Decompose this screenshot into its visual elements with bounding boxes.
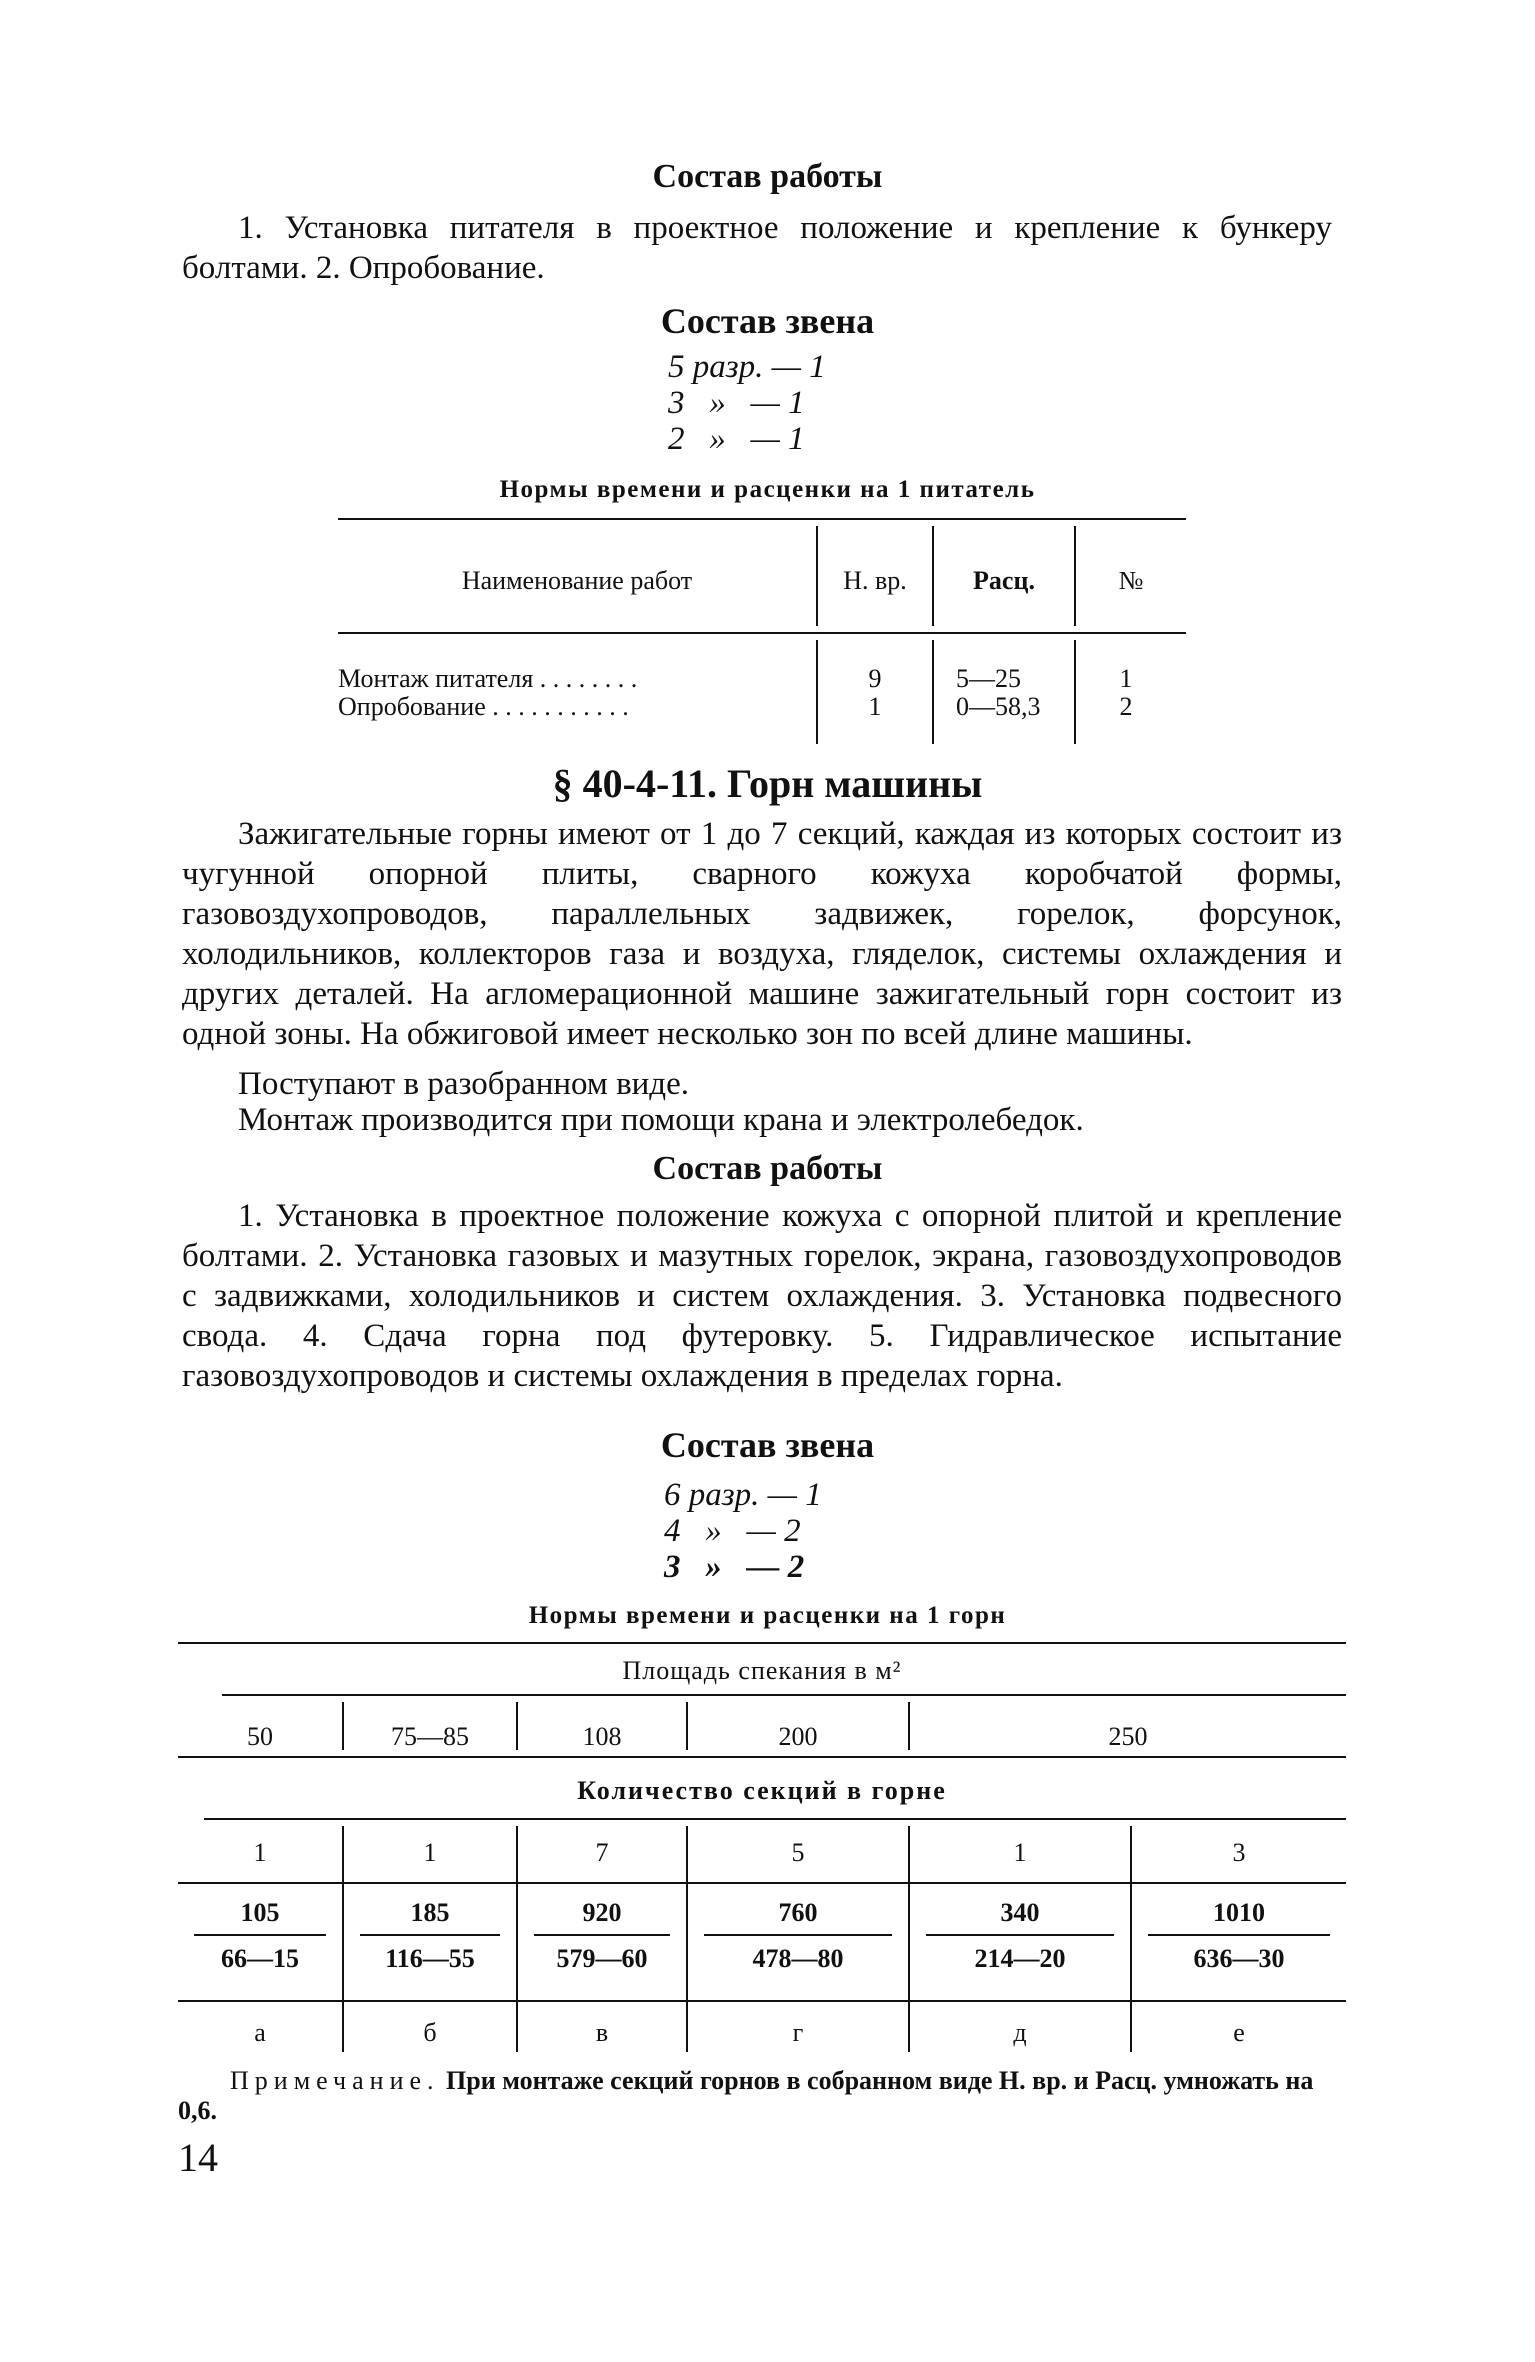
sections-count: 1 [423,1838,437,1867]
table1-header-norm: Н. вр. [843,566,907,595]
work-composition-text: 1. Установка питателя в проектное положение и крепление к бункеру болтами. 2. Опробование. [182,210,1332,286]
area-value: 108 [582,1722,622,1751]
rate: 478—80 [752,1944,844,1973]
crew-line: 3 » — 2 [664,1549,805,1585]
time-norm: 920 [582,1898,622,1927]
table1-row-norm: 1 [868,692,882,721]
sections-count: 1 [253,1838,267,1867]
note-text: При монтаже секций горнов в собранном виде Н. вр. и Расц. умножать на 0,6. [178,2066,1314,2125]
column-letter: б [423,2018,437,2047]
table1-row-number: 1 [1119,664,1133,693]
table1-header-number: № [1118,566,1144,595]
supply-text: Поступают в разобранном виде. [238,1066,689,1102]
work-composition-text: 1. Установка в проектное положение кожуха с опорной плитой и крепление болтами. 2. Установка газовых и мазутных горелок, экрана, газовоздухопроводов с задвижками, холодильников и систем охлаждения. 3. Установка подвесного свода. 4. Сдача горна под футеровку. 5. Гидравлическое испытание газовоздухопроводов и системы охлаждения в пределах горна. [182,1198,1342,1394]
sections-count: 1 [1013,1838,1027,1867]
table1-row-rate: 0—58,3 [956,692,1041,721]
work-composition-heading: Состав работы [652,1150,883,1187]
norm-rate-cell [1132,1896,1346,1976]
column-letter: е [1233,2018,1245,2047]
time-norm: 105 [240,1898,280,1927]
footnote [178,2066,1346,2126]
area-value: 250 [1108,1722,1148,1751]
table1-header-name: Наименование работ [461,566,693,595]
section-intro: Зажигательные горны имеют от 1 до 7 секций, каждая из которых состоит из чугунной опорной плиты, сварного кожуха коробчатой формы, газовоздухопроводов, параллельных задвижек, горелок, форсунок, холодильников, коллекторов газа и воздуха, гляделок, системы охлаждения и других деталей. На агломерационной машине зажигательный горн состоит из одной зоны. На обжиговой имеет несколько зон по всей длине машины. [182,816,1342,1052]
rate: 66—15 [221,1944,299,1973]
norm-rate-cell [518,1896,686,1976]
norm-rate-cell [910,1896,1130,1976]
sections-header: Количество секций в горне [577,1776,947,1805]
crew-heading: Состав звена [660,1425,875,1465]
table-rule [222,1694,1346,1696]
mounting-text: Монтаж производится при помощи крана и электролебедок. [238,1102,1084,1138]
table-rule [178,2000,1346,2002]
page-number: 14 [178,2135,218,2180]
table1-row-number: 2 [1119,692,1133,721]
sections-count: 5 [791,1838,805,1867]
rate: 116—55 [385,1944,475,1973]
table1-row-rate: 5—25 [956,664,1021,693]
crew-line: 6 разр. — 1 [664,1477,822,1513]
column-letter: д [1013,2018,1027,2047]
crew-line: 5 разр. — 1 [668,349,826,385]
rate: 214—20 [974,1944,1066,1973]
table1-header-rate: Расц. [973,566,1035,595]
rate: 579—60 [556,1944,648,1973]
norm-rate-cell [178,1896,342,1976]
section-title: § 40-4-11. Горн машины [552,761,983,806]
work-composition-heading: Состав работы [652,158,883,195]
sections-count: 3 [1232,1838,1246,1867]
table1-row-name: Опробование . . . . . . . . . . . [338,692,629,721]
table-rule [932,640,934,744]
column-letter: а [254,2018,266,2047]
column-letter: в [595,2018,609,2047]
time-norm: 760 [778,1898,818,1927]
sections-count: 7 [595,1838,609,1867]
time-norm: 340 [1000,1898,1040,1927]
time-norm: 1010 [1213,1898,1265,1927]
crew-line: 2 » — 1 [668,421,805,457]
table-rule [338,518,1186,520]
area-header: Площадь спекания в м² [622,1656,902,1685]
time-norm: 185 [410,1898,450,1927]
table-rule [178,1642,1346,1644]
area-value: 75—85 [391,1722,469,1751]
table-rule [204,1818,1346,1820]
table-rule [338,632,1186,634]
table1-row-name: Монтаж питателя . . . . . . . . [338,664,638,693]
area-value: 50 [247,1722,273,1751]
table1-title: Нормы времени и расценки на 1 питатель [499,476,1036,503]
table-rule [178,1882,1346,1884]
crew-line: 3 » — 1 [668,385,805,421]
norm-rate-cell [688,1896,908,1976]
table-rule [178,1756,1346,1758]
column-letter: г [792,2018,804,2047]
note-label: Примечание. [230,2066,440,2095]
crew-heading: Состав звена [660,301,875,341]
table2-title: Нормы времени и расценки на 1 горн [528,1602,1007,1629]
area-value: 200 [778,1722,818,1751]
norm-rate-cell [344,1896,516,1976]
rate: 636—30 [1193,1944,1285,1973]
crew-line: 4 » — 2 [664,1513,801,1549]
table1-row-norm: 9 [868,664,882,693]
